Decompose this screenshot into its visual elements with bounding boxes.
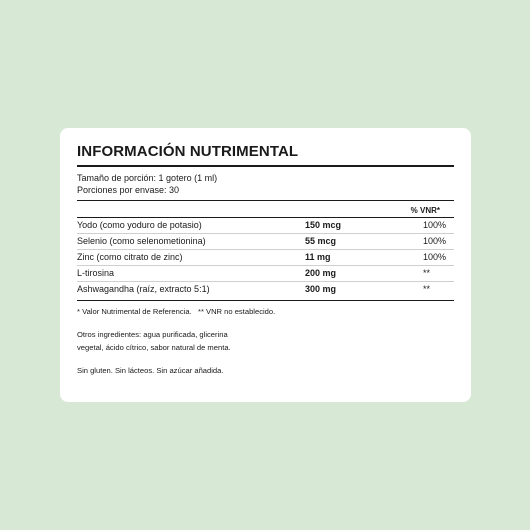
title-divider xyxy=(77,165,454,167)
table-header xyxy=(77,201,454,217)
table-bottom-divider xyxy=(77,300,454,301)
servings-per-container: Porciones por envase: 30 xyxy=(77,185,180,195)
nutrient-vnr: 100% xyxy=(423,236,447,246)
label-title: INFORMACIÓN NUTRIMENTAL xyxy=(77,143,299,160)
table-row xyxy=(77,234,454,249)
nutrient-amount: 11 mg xyxy=(305,252,331,262)
vnr-column-header: % VNR* xyxy=(410,206,440,215)
nutrient-name: Selenio (como selenometionina) xyxy=(77,236,206,246)
nutrient-amount: 150 mcg xyxy=(305,220,342,230)
serving-size: Tamaño de porción: 1 gotero (1 ml) xyxy=(77,173,218,183)
nutrient-amount: 200 mg xyxy=(305,268,337,278)
nutrient-name: Zinc (como citrato de zinc) xyxy=(77,252,183,262)
nutrient-name: Yodo (como yoduro de potasio) xyxy=(77,220,202,230)
allergen-notes: Sin gluten. Sin lácteos. Sin azúcar añadida. xyxy=(77,366,224,375)
nutrient-vnr: 100% xyxy=(423,252,447,262)
nutrient-name: Ashwagandha (raíz, extracto 5:1) xyxy=(77,284,210,294)
ingredients-line: vegetal, ácido cítrico, sabor natural de menta. xyxy=(77,343,231,352)
serving-info xyxy=(77,172,454,196)
nutrient-vnr: ** xyxy=(423,268,431,278)
table-row xyxy=(77,266,454,281)
nutrient-vnr: 100% xyxy=(423,220,447,230)
ingredients-line: Otros ingredientes: agua purificada, glicerina xyxy=(77,330,228,339)
table-row xyxy=(77,218,454,233)
nutrient-amount: 300 mg xyxy=(305,284,337,294)
table-row xyxy=(77,250,454,265)
nutrient-amount: 55 mcg xyxy=(305,236,337,246)
nutrient-name: L-tirosina xyxy=(77,268,115,278)
nutrient-vnr: ** xyxy=(423,284,431,294)
table-row xyxy=(77,282,454,297)
nutrition-facts-card xyxy=(60,128,471,402)
vnr-footnote: * Valor Nutrimental de Referencia. ** VNR no establecido. xyxy=(77,307,276,316)
other-ingredients xyxy=(77,328,454,354)
